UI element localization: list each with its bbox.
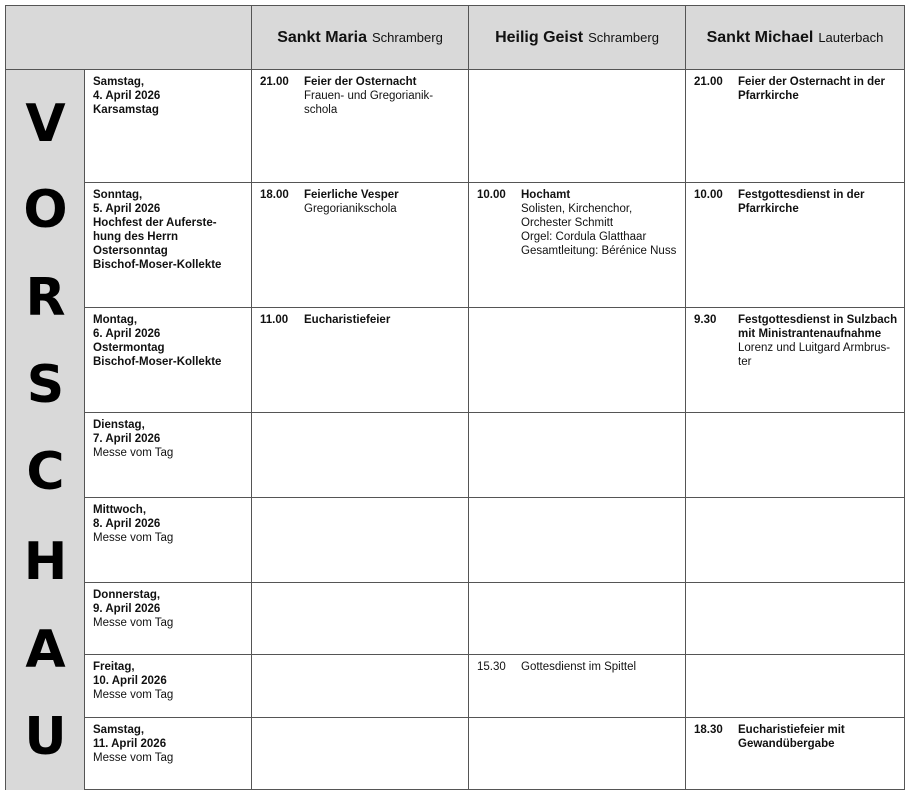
event-detail: Orgel: Cordula Glatthaar xyxy=(521,231,647,243)
date-cell xyxy=(85,583,252,654)
schedule-table xyxy=(5,5,905,790)
church-place: Lauterbach xyxy=(818,30,884,45)
event-time: 10.00 xyxy=(477,189,506,201)
date-line: Montag, xyxy=(93,314,138,326)
event-cell-michael xyxy=(686,413,904,497)
event-body xyxy=(738,188,904,216)
table-row xyxy=(85,70,905,183)
event-cell-maria xyxy=(252,183,469,307)
event-entry xyxy=(694,723,904,751)
event-cell-michael xyxy=(686,583,904,654)
event-detail: Frauen- und Gregorianik- xyxy=(304,90,434,102)
header-heilig-geist xyxy=(469,6,686,70)
event-time: 21.00 xyxy=(260,76,289,88)
date-line: Samstag, xyxy=(93,76,145,88)
table-row xyxy=(85,183,905,308)
vorschau-letter: R xyxy=(25,268,66,328)
mass-note: Messe vom Tag xyxy=(93,447,174,459)
header-sankt-maria xyxy=(252,6,469,70)
date-cell xyxy=(85,655,252,717)
date-cell xyxy=(85,308,252,412)
event-detail: Solisten, Kirchenchor, xyxy=(521,203,633,215)
date-text xyxy=(93,188,251,272)
date-text xyxy=(93,418,251,460)
vorschau-letter: S xyxy=(26,355,65,415)
event-cell-michael xyxy=(686,183,904,307)
mass-note: Messe vom Tag xyxy=(93,689,174,701)
table-row xyxy=(85,718,905,790)
date-line: Karsamstag xyxy=(93,104,159,116)
event-detail: Lorenz und Luitgard Armbrus- xyxy=(738,342,891,354)
event-cell-geist xyxy=(469,718,686,790)
date-text xyxy=(93,723,251,765)
event-cell-geist xyxy=(469,183,686,307)
event-cell-michael xyxy=(686,308,904,412)
date-line: 9. April 2026 xyxy=(93,603,161,615)
header-sankt-michael xyxy=(686,6,904,70)
date-line: Ostersonntag xyxy=(93,245,168,257)
date-line: hung des Herrn xyxy=(93,231,178,243)
event-title: Feierliche Vesper xyxy=(304,189,399,201)
church-name: Heilig Geist xyxy=(495,28,584,46)
event-title: Gottesdienst im Spittel xyxy=(521,661,637,673)
event-entry xyxy=(694,188,904,216)
event-time: 21.00 xyxy=(694,76,723,88)
date-cell xyxy=(85,70,252,182)
event-cell-geist xyxy=(469,583,686,654)
event-cell-maria xyxy=(252,70,469,182)
event-body xyxy=(521,188,685,258)
event-cell-geist xyxy=(469,498,686,582)
date-text xyxy=(93,660,251,702)
event-cell-geist xyxy=(469,413,686,497)
event-time: 9.30 xyxy=(694,314,717,326)
vorschau-letter: H xyxy=(23,532,68,592)
date-cell xyxy=(85,183,252,307)
event-detail: ter xyxy=(738,356,752,368)
table-row xyxy=(85,655,905,718)
event-body xyxy=(738,723,904,751)
event-cell-maria xyxy=(252,718,469,790)
date-text xyxy=(93,313,251,369)
event-time: 10.00 xyxy=(694,189,723,201)
date-line: 6. April 2026 xyxy=(93,328,161,340)
church-name: Sankt Michael xyxy=(706,28,814,46)
event-title: Festgottesdienst in der Pfarrkirche xyxy=(738,189,865,215)
event-cell-michael xyxy=(686,718,904,790)
vorschau-sidebar xyxy=(6,70,85,790)
date-cell xyxy=(85,413,252,497)
event-entry xyxy=(477,188,685,258)
table-row xyxy=(85,583,905,655)
table-row xyxy=(85,413,905,498)
event-time: 18.00 xyxy=(260,189,289,201)
event-detail: Orchester Schmitt xyxy=(521,217,614,229)
date-line: 8. April 2026 xyxy=(93,518,161,530)
event-body xyxy=(304,313,468,327)
event-cell-geist xyxy=(469,70,686,182)
event-body xyxy=(304,75,468,117)
event-detail: Gregorianikschola xyxy=(304,203,397,215)
date-line: Mittwoch, xyxy=(93,504,147,516)
event-cell-maria xyxy=(252,583,469,654)
date-text xyxy=(93,75,251,117)
event-title: Eucharistiefeier mit Gewandübergabe xyxy=(738,724,845,750)
date-line: Bischof-Moser-Kollekte xyxy=(93,356,222,368)
vorschau-letter: C xyxy=(26,442,65,502)
event-title: Feier der Osternacht in der Pfarrkirche xyxy=(738,76,885,102)
date-text xyxy=(93,588,251,630)
event-body xyxy=(521,660,685,674)
date-line: 7. April 2026 xyxy=(93,433,161,445)
event-cell-maria xyxy=(252,655,469,717)
event-title: Feier der Osternacht xyxy=(304,76,417,88)
date-line: Freitag, xyxy=(93,661,135,673)
date-line: Ostermontag xyxy=(93,342,165,354)
event-title: Hochamt xyxy=(521,189,571,201)
event-cell-michael xyxy=(686,498,904,582)
event-detail: Gesamtleitung: Bérénice Nuss xyxy=(521,245,677,257)
date-line: 10. April 2026 xyxy=(93,675,167,687)
event-title: Festgottesdienst in Sulzbach mit Ministrantenaufnahme xyxy=(738,314,898,340)
church-place: Schramberg xyxy=(372,30,443,45)
church-place: Schramberg xyxy=(588,30,659,45)
event-time: 11.00 xyxy=(260,314,289,326)
event-cell-maria xyxy=(252,498,469,582)
event-cell-michael xyxy=(686,70,904,182)
mass-note: Messe vom Tag xyxy=(93,617,174,629)
date-cell xyxy=(85,718,252,790)
event-title: Eucharistiefeier xyxy=(304,314,391,326)
event-cell-maria xyxy=(252,308,469,412)
table-row xyxy=(85,498,905,583)
event-time: 18.30 xyxy=(694,724,723,736)
event-entry xyxy=(477,660,685,674)
event-body xyxy=(304,188,468,216)
date-line: 4. April 2026 xyxy=(93,90,161,102)
event-body xyxy=(738,313,904,369)
event-detail: schola xyxy=(304,104,338,116)
event-cell-geist xyxy=(469,308,686,412)
date-cell xyxy=(85,498,252,582)
event-cell-geist xyxy=(469,655,686,717)
church-name: Sankt Maria xyxy=(277,28,367,46)
vorschau-letter: O xyxy=(23,180,68,240)
mass-note: Messe vom Tag xyxy=(93,532,174,544)
date-line: Hochfest der Auferste- xyxy=(93,217,217,229)
date-text xyxy=(93,503,251,545)
date-line: Bischof-Moser-Kollekte xyxy=(93,259,222,271)
event-entry xyxy=(694,313,904,369)
event-time: 15.30 xyxy=(477,661,506,673)
vorschau-letter: U xyxy=(24,707,67,767)
event-entry xyxy=(260,188,468,216)
header-blank-cell xyxy=(6,6,252,70)
date-line: 5. April 2026 xyxy=(93,203,161,215)
table-row xyxy=(85,308,905,413)
mass-note: Messe vom Tag xyxy=(93,752,174,764)
event-entry xyxy=(694,75,904,103)
event-body xyxy=(738,75,904,103)
vorschau-letter: A xyxy=(25,620,66,680)
date-line: Donnerstag, xyxy=(93,589,161,601)
date-line: 11. April 2026 xyxy=(93,738,167,750)
date-line: Dienstag, xyxy=(93,419,145,431)
date-line: Samstag, xyxy=(93,724,145,736)
event-entry xyxy=(260,313,468,327)
event-cell-maria xyxy=(252,413,469,497)
event-cell-michael xyxy=(686,655,904,717)
vorschau-letter: V xyxy=(25,94,66,154)
date-line: Sonntag, xyxy=(93,189,143,201)
event-entry xyxy=(260,75,468,117)
